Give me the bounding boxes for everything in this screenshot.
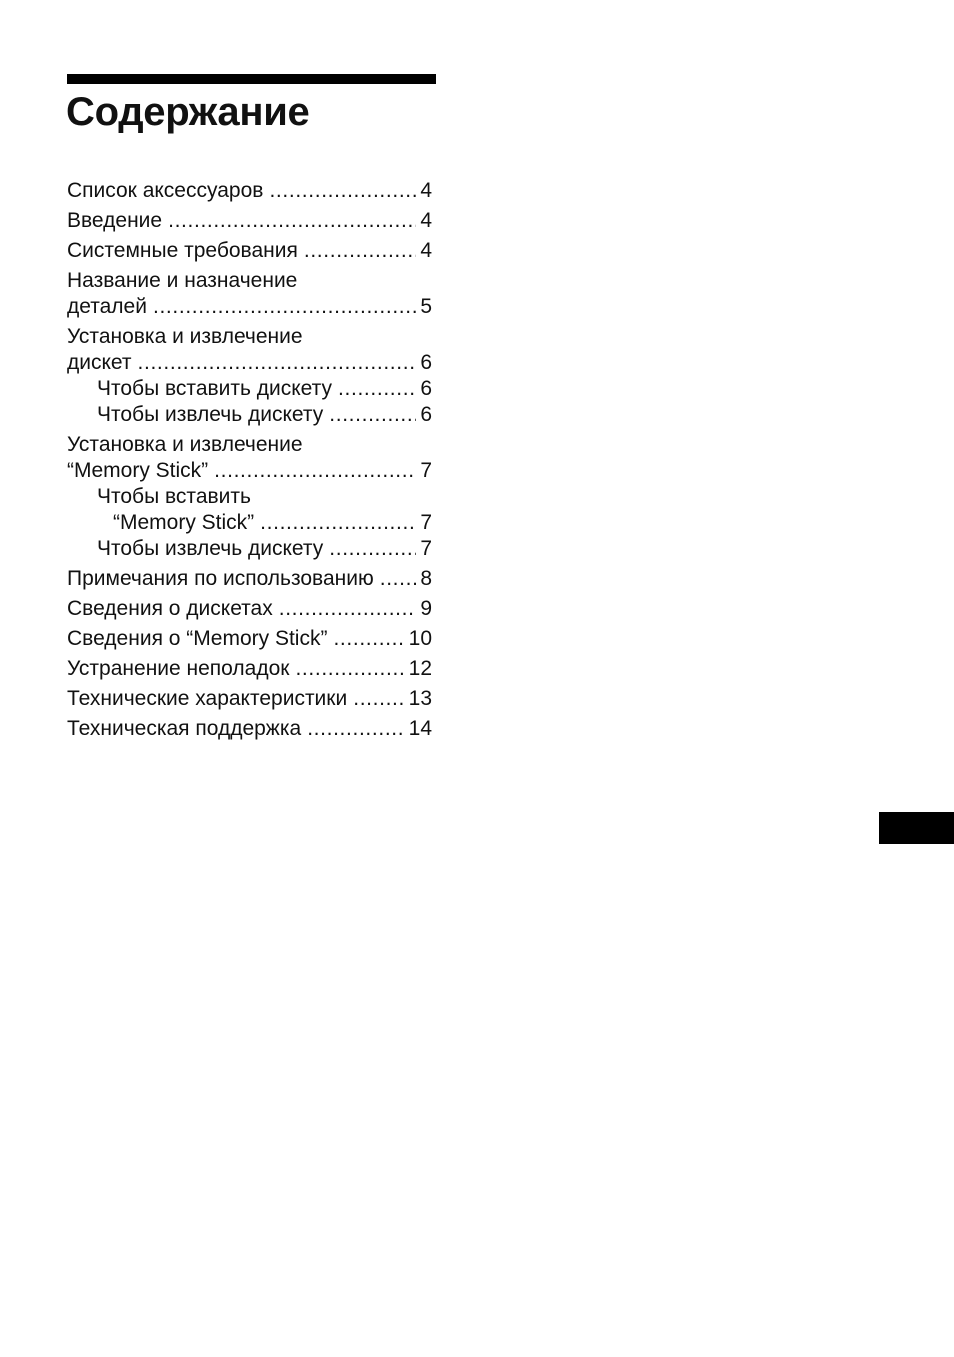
dot-leader: [329, 402, 416, 428]
toc-entry-text: Введение: [67, 209, 163, 232]
toc-entry[interactable]: [67, 178, 432, 204]
toc-entry-text: Сведения о дискетах: [67, 597, 273, 620]
toc-page-number: 10: [408, 627, 432, 650]
toc-page-number: 4: [420, 179, 432, 202]
toc-entry-text: Чтобы извлечь дискету: [97, 403, 324, 426]
dot-leader: [269, 178, 416, 204]
dot-leader: [380, 566, 417, 592]
toc-entry-text-line1: Название и назначение: [67, 269, 298, 292]
toc-page-number: 14: [408, 717, 432, 740]
dot-leader: [338, 376, 416, 402]
toc-entry-text: Примечания по использованию: [67, 567, 374, 590]
toc-entry[interactable]: [67, 596, 432, 622]
toc-page-number: 6: [420, 403, 432, 426]
toc-entry[interactable]: [67, 716, 432, 742]
toc-entry[interactable]: [67, 656, 432, 682]
title-rule: [67, 74, 436, 84]
toc-page-number: 7: [420, 537, 432, 560]
dot-leader: [214, 458, 416, 484]
toc-entry-text: Чтобы вставить дискету: [97, 377, 333, 400]
toc-subentry[interactable]: [67, 402, 432, 428]
toc-entry-text-line1: Чтобы вставить: [97, 485, 251, 508]
dot-leader: [307, 716, 404, 742]
toc-page-number: 6: [420, 377, 432, 400]
toc-page-number: 4: [420, 209, 432, 232]
toc-page-number: 13: [408, 687, 432, 710]
dot-leader: [168, 208, 416, 234]
toc-page-number: 8: [420, 567, 432, 590]
dot-leader: [153, 294, 416, 320]
dot-leader: [279, 596, 417, 622]
dot-leader: [304, 238, 416, 264]
toc-entry-text: Устранение неполадок: [67, 657, 290, 680]
toc-entry[interactable]: [67, 238, 432, 264]
toc-entry[interactable]: [67, 432, 432, 484]
toc-page-number: 4: [420, 239, 432, 262]
dot-leader: [353, 686, 404, 712]
toc-page-number: 7: [420, 459, 432, 482]
toc-page-number: 6: [420, 351, 432, 374]
section-thumb-tab: [879, 812, 954, 844]
toc-entry-text: “Memory Stick”: [67, 459, 209, 482]
toc-entry[interactable]: [67, 686, 432, 712]
toc-subentry[interactable]: [67, 484, 432, 536]
toc-entry-text: Сведения о “Memory Stick”: [67, 627, 328, 650]
toc-subentry[interactable]: [67, 536, 432, 562]
toc-entry[interactable]: [67, 566, 432, 592]
dot-leader: [295, 656, 404, 682]
toc-entry-text: Чтобы извлечь дискету: [97, 537, 324, 560]
toc-page-number: 12: [408, 657, 432, 680]
toc-entry-text: Системные требования: [67, 239, 298, 262]
toc-subentry[interactable]: [67, 376, 432, 402]
toc-entry-text-line1: Установка и извлечение: [67, 325, 303, 348]
toc-entry-text: Технические характеристики: [67, 687, 348, 710]
toc-entry-text: дискет: [67, 351, 132, 374]
toc-entry-text-line1: Установка и извлечение: [67, 433, 303, 456]
dot-leader: [329, 536, 416, 562]
toc-entry[interactable]: [67, 626, 432, 652]
toc-page-number: 5: [420, 295, 432, 318]
toc-page-number: 7: [420, 511, 432, 534]
toc-entry-text: деталей: [67, 295, 147, 318]
toc-entry[interactable]: [67, 268, 432, 320]
toc-entry-text: Техническая поддержка: [67, 717, 302, 740]
toc-page-number: 9: [420, 597, 432, 620]
page-title: Содержание: [66, 90, 310, 134]
toc-entry-text: “Memory Stick”: [113, 511, 255, 534]
dot-leader: [138, 350, 417, 376]
toc-entry-text: Список аксессуаров: [67, 179, 264, 202]
dot-leader: [333, 626, 404, 652]
dot-leader: [260, 510, 416, 536]
toc-entry[interactable]: [67, 324, 432, 376]
toc-entry[interactable]: [67, 208, 432, 234]
table-of-contents: [67, 178, 432, 746]
